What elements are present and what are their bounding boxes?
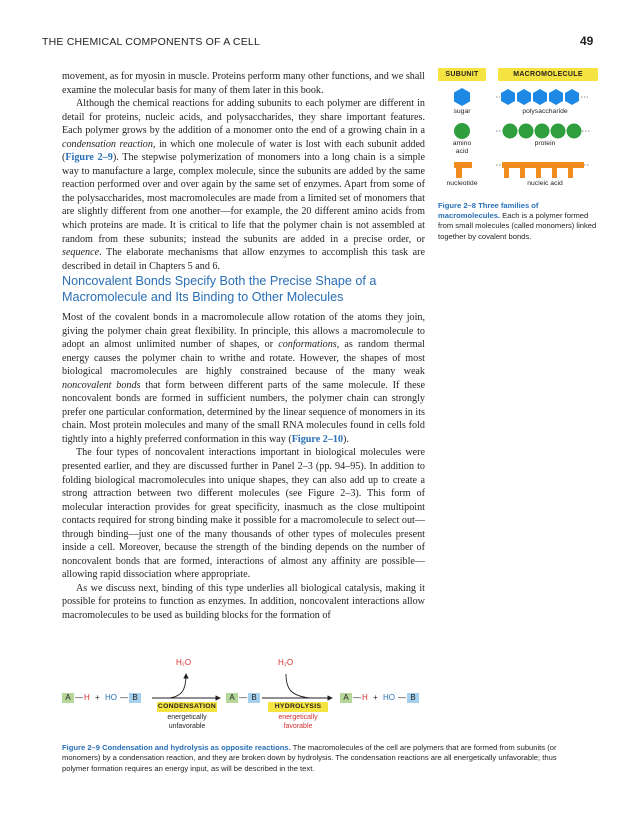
subunit-a: A [226, 693, 238, 703]
polysaccharide-chain [501, 89, 579, 105]
water-release-arrow [170, 674, 186, 698]
sugar-label: sugar [453, 108, 471, 115]
polysaccharide-label: polysaccharide [522, 108, 568, 115]
figure-2-9: H₂O H₂O A — H + HO — B A — B A — H + HO — B CONDENSATION HYDROLYSIS energetically unfavorable energetically favorable [62, 650, 532, 740]
subunit-b: B [407, 693, 419, 703]
subunit-a: A [62, 693, 74, 703]
page-number: 49 [580, 34, 594, 48]
subunit-header: SUBUNIT [438, 68, 486, 81]
hydrolysis-label: HYDROLYSIS [268, 702, 328, 712]
paragraph: movement, as for myosin in muscle. Proteins perform many other functions, and we shall examine the molecular basis for many of them later in this book. [62, 71, 425, 96]
water-uptake-arrow [286, 674, 310, 698]
paragraph: Most of the covalent bonds in a macromolecule allow rotation of the atoms they join, giving the polymer chain great flexibility. In principle, this allows a macromolecule to adopt an almost unlimited number of shapes, or conformations, as random thermal energy causes the polymer chain to writhe and rotate. However, the shapes of most biological macromolecules are highly constrained because of the many weak noncovalent bonds that form between different parts of the same molecule. If these noncovalent bonds are formed in sufficient numbers, the polymer chain can strongly prefer one particular conformation, determined by the linear sequence of monomers in its chain. Most protein molecules and many of the small RNA molecules found in cells fold tightly into a highly preferred conformation in this way (Figure 2–10). [62, 312, 425, 445]
nucleic-acid-label: nucleic acid [527, 180, 563, 187]
nucleic-acid-chain [502, 162, 584, 178]
figure-2-8 [438, 68, 598, 198]
hydrogen: H [84, 693, 90, 702]
figure-link[interactable]: Figure 2–10 [291, 433, 344, 445]
macromolecule-header: MACROMOLECULE [498, 68, 598, 81]
section-heading: Noncovalent Bonds Specify Both the Precise Shape of a Macromolecule and Its Binding to Other Molecules [62, 274, 377, 304]
nucleotide-label: nucleotide [446, 180, 478, 187]
hydrogen: H [362, 693, 368, 702]
intro-text [62, 70, 425, 273]
subunit-b: B [248, 693, 260, 703]
water-released: H₂O [176, 658, 192, 667]
sugar-icon [454, 88, 470, 106]
hydrolysis-energy-note: energetically favorable [278, 714, 318, 730]
figure-link[interactable]: Figure 2–9 [65, 152, 113, 164]
protein-label: protein [534, 140, 556, 147]
amino-acid-label: amino acid [452, 140, 472, 155]
hydroxyl: HO [105, 693, 117, 702]
amino-acid-icon [454, 123, 470, 139]
condensation-energy-note: energetically unfavorable [167, 714, 207, 730]
water-consumed: H₂O [278, 658, 294, 667]
figure-2-9-caption: Figure 2–9 Condensation and hydrolysis as opposite reactions. The macromolecules of the cell are polymers that are formed from subunits (or monomers) by a condensation reaction, and they are broken down by hydrolysis. The condensation reactions are all energetically unfavorable; thus polymer formation requires an energy input, as will be described in the text. [62, 743, 557, 773]
subunit-b: B [129, 693, 141, 703]
figure-2-8-caption: Figure 2–8 Three families of macromolecules. Each is a polymer formed from small molecules (called monomers) linked together by covalent bonds. [438, 201, 597, 241]
hydroxyl: HO [383, 693, 395, 702]
paragraph: As we discuss next, binding of this type underlies all biological catalysis, making it possible for proteins to function as enzymes. In addition, noncovalent interactions allow macromolecules to be used as building blocks for the formation of [62, 582, 425, 622]
subunit-a: A [340, 693, 352, 703]
nucleotide-icon [454, 162, 472, 178]
section-body [62, 311, 425, 623]
running-header: THE CHEMICAL COMPONENTS OF A CELL [42, 36, 260, 48]
protein-chain [503, 124, 582, 139]
paragraph: Although the chemical reactions for adding subunits to each polymer are different in detail for proteins, nucleic acids, and polysaccharides, they share important features. Each polymer grows by the addition of a monomer onto the end of a growing chain in a condensation reaction, in which one molecule of water is lost with each subunit added (Figure 2–9). The stepwise polymerization of monomers into a long chain is a simple way to manufacture a large, complex molecule, since the subunits are added by the same reaction performed over and over again by the same set of enzymes. Apart from some of the polysaccharides, most macromolecules are made from a limited set of monomers that are slightly different from one another—for example, the 20 different amino acids from which proteins are made. It is critical to life that the polymer chain is not assembled at random from these subunits; instead the subunits are added in a precise order, or sequence. The elaborate mechanisms that allow enzymes to accomplish this task are described in detail in Chapters 5 and 6. [62, 98, 425, 272]
paragraph: The four types of noncovalent interactions important in biological molecules were presented earlier, and they are discussed further in Panel 2–3 (pp. 94–95). In addition to folding biological macromolecules into unique shapes, they can also add up to create a strong attraction between two different molecules (see Figure 2–3). This form of molecular interaction provides for great specificity, inasmuch as the close multipoint contacts required for strong binding make it possible for a macromolecule to select out—through binding—just one of the many thousands of other types of molecules present inside a cell. Moreover, because the strength of the binding depends on the number of noncovalent bonds that are formed, interactions of almost any affinity are possible—allowing rapid dissociation where appropriate. [62, 447, 425, 581]
condensation-label: CONDENSATION [157, 703, 217, 710]
